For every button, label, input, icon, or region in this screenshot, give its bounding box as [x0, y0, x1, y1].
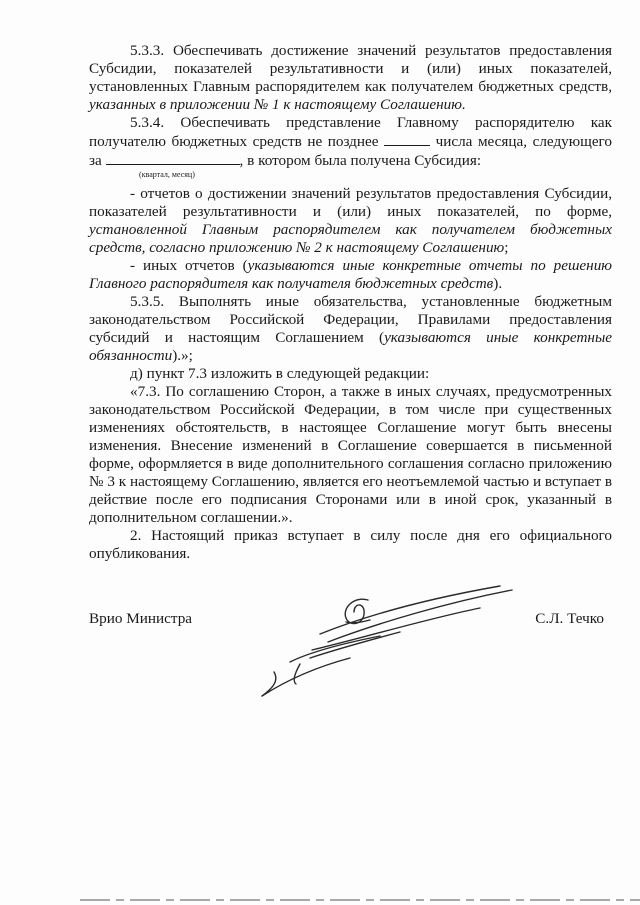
scan-edge-line — [80, 899, 640, 901]
paragraph-7-3: «7.3. По соглашению Сторон, а также в иных случаях, предусмотренных законодательством Российской Федерации, в том числе при существенных изменениях обстоятельств, в настоящее Соглашение могут быть внесены изменения. Внесение изменений в Соглашение совершается в письменной форме, оформляется в виде дополнительного соглашения согласно приложению № 3 к настоящему Соглашению, является его неотъемлемой частью и вступает в действие после его подписания Сторонами или в иной срок, указанный в дополнительном соглашении.». — [89, 383, 612, 526]
paragraph-2: 2. Настоящий приказ вступает в силу после дня его официального опубликования. — [89, 527, 612, 562]
bullet-other-reports: - иных отчетов (указываются иные конкретные отчеты по решению Главного распорядителя как получателя бюджетных средств). — [89, 257, 613, 292]
period-caption: (квартал, месяц) — [139, 170, 195, 179]
bullet-reports-results: - отчетов о достижении значений результатов предоставления Субсидии, показателей результативности и (или) иных показателей, по форме, установленной Главным распорядителем как получателем бюджетных средств, согласно приложению № 2 к настоящему Соглашению; — [89, 185, 612, 256]
blank-day-field — [384, 132, 430, 146]
paragraph-5-3-5: 5.3.5. Выполнять иные обязательства, установленные бюджетным законодательством Российской Федерации, Правилами предоставления субсидий и настоящим Соглашением (указываются иные конкретные обязанности).»; — [89, 293, 612, 364]
blank-period-field — [106, 151, 240, 165]
paragraph-5-3-4: 5.3.4. Обеспечивать представление Главному распорядителю как получателю бюджетных средств не позднее числа месяца, следующего за , в котором была получена Субсидия: (квартал, месяц) — [89, 114, 613, 179]
handwritten-signature — [250, 578, 520, 708]
document-body — [89, 42, 612, 563]
signatory-position: Врио Министра — [89, 610, 193, 627]
signatory-name: С.Л. Течко — [535, 610, 604, 627]
paragraph-5-3-3: 5.3.3. Обеспечивать достижение значений результатов предоставления Субсидии, показателей результативности и (или) иных показателей, установленных Главным распорядителем как получателем бюджетных средств, указанных в приложении № 1 к настоящему Соглашению. — [89, 42, 612, 113]
paragraph-d: д) пункт 7.3 изложить в следующей редакции: — [130, 365, 430, 382]
